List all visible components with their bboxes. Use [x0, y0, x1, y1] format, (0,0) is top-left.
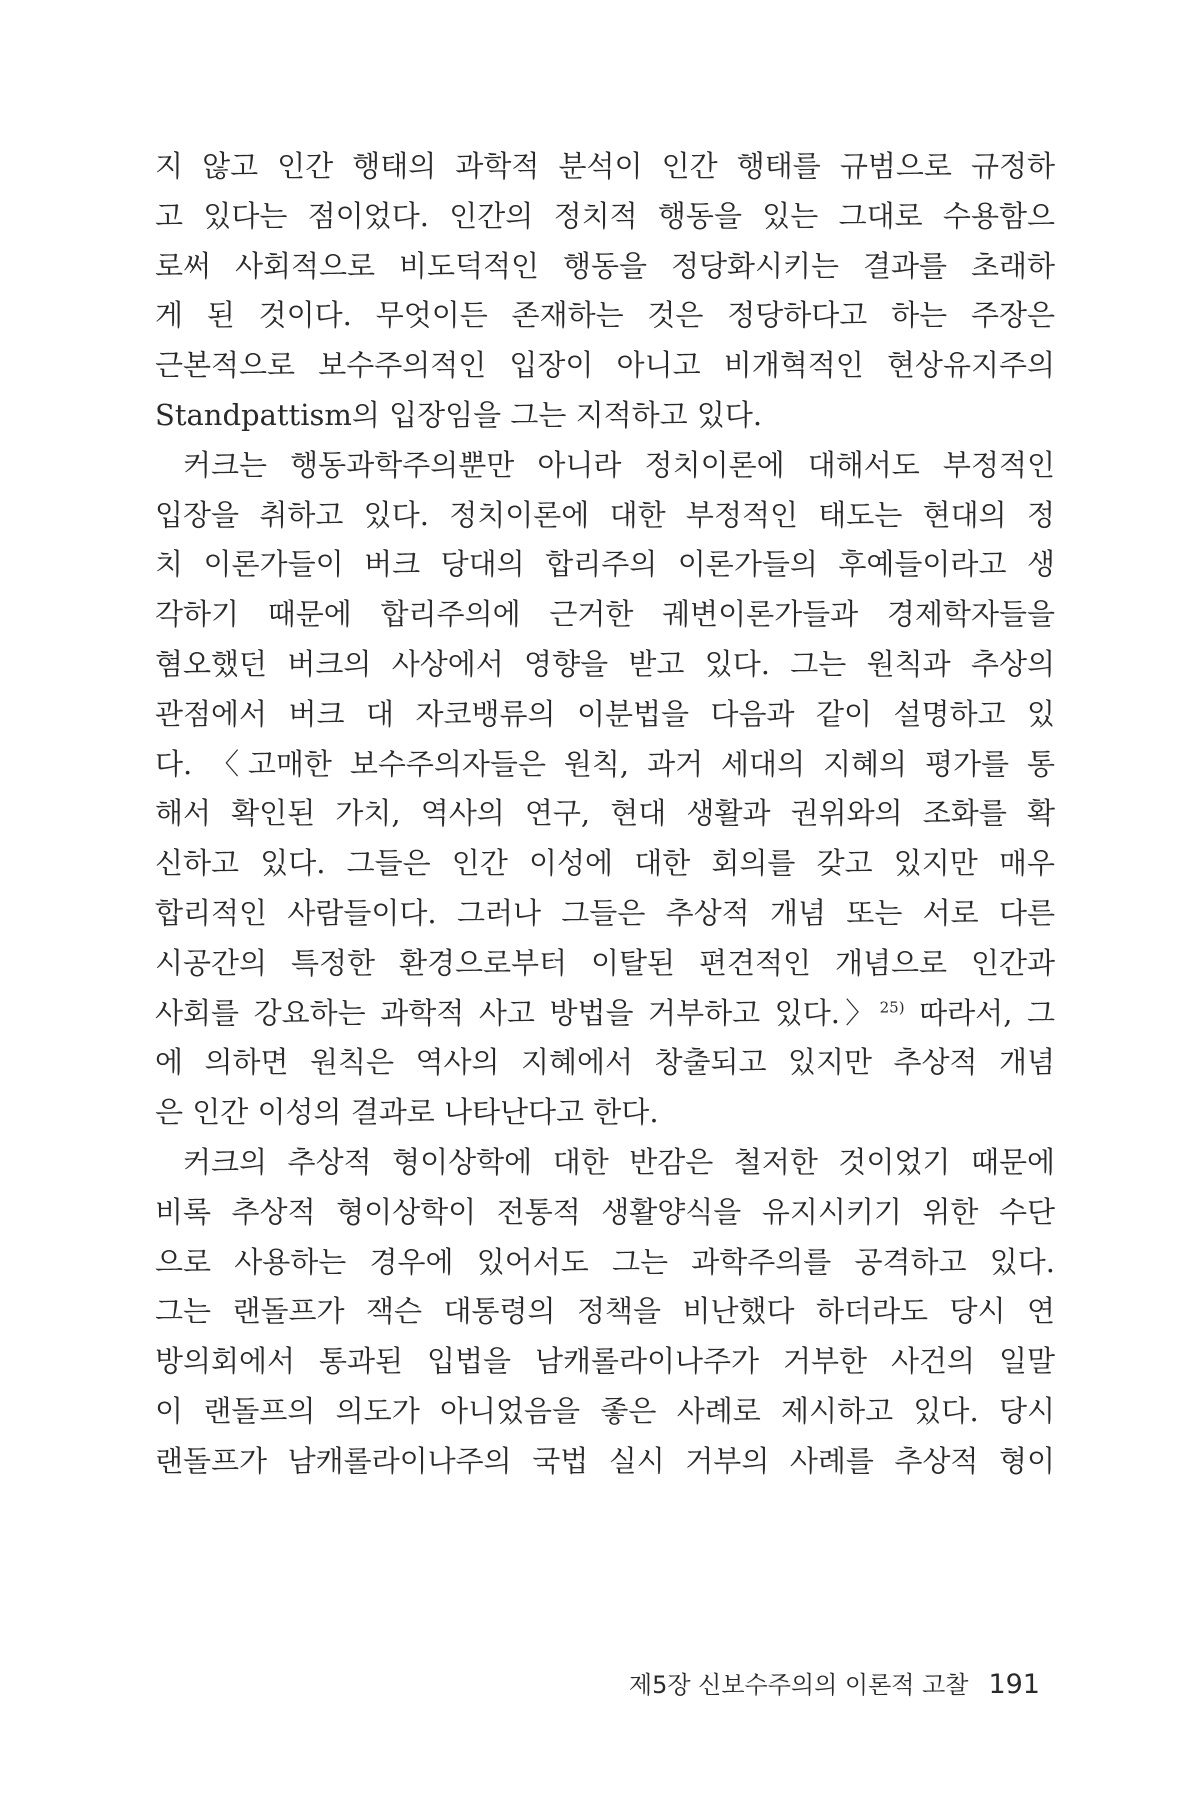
body-text: [155, 142, 1055, 1487]
running-footer-chapter-title: 제5장 신보수주의의 이론적 고찰: [628, 1671, 969, 1699]
text-line: 은 인간 이성의 결과로 나타난다고 한다.: [155, 1095, 659, 1130]
text-line: 랜돌프가 남캐롤라이나주의 국법 실시 거부의 사례를 추상적 형이: [155, 1443, 1055, 1478]
text-line: 관점에서 버크 대 자코뱅류의 이분법을 다음과 같이 설명하고 있: [155, 696, 1055, 731]
text-line: 근본적으로 보수주의적인 입장이 아니고 비개혁적인 현상유지주의: [155, 348, 1056, 383]
text-line: 방의회에서 통과된 입법을 남캐롤라이나주가 거부한 사건의 일말: [155, 1344, 1055, 1379]
text-line: 해서 확인된 가치, 역사의 연구, 현대 생활과 권위와의 조화를 확: [155, 796, 1055, 831]
text-line: 시공간의 특정한 환경으로부터 이탈된 편견적인 개념으로 인간과: [155, 945, 1055, 980]
text-line: 입장을 취하고 있다. 정치이론에 대한 부정적인 태도는 현대의 정: [155, 497, 1055, 532]
text-line: 혐오했던 버크의 사상에서 영향을 받고 있다. 그는 원칙과 추상의: [155, 646, 1055, 681]
text-line: 이 랜돌프의 의도가 아니었음을 좋은 사례로 제시하고 있다. 당시: [155, 1393, 1055, 1428]
text-line: 지 않고 인간 행태의 과학적 분석이 인간 행태를 규범으로 규정하: [155, 149, 1055, 183]
page-footer: [629, 1665, 1040, 1700]
footnote-reference: 25): [879, 997, 905, 1016]
text-line: 그는 랜돌프가 잭슨 대통령의 정책을 비난했다 하더라도 당시 연: [155, 1294, 1055, 1329]
text-line: 게 된 것이다. 무엇이든 존재하는 것은 정당하다고 하는 주장은: [155, 298, 1055, 333]
text-line: 로써 사회적으로 비도덕적인 행동을 정당화시키는 결과를 초래하: [155, 248, 1055, 283]
text-line-with-footnote: [155, 989, 1055, 1039]
quote-end-text: 사회를 강요하는 과학적 사고 방법을 거부하고 있다.〉: [155, 995, 880, 1030]
paragraph-start-line: 커크는 행동과학주의뿐만 아니라 정치이론에 대해서도 부정적인: [183, 447, 1055, 482]
text-line: 으로 사용하는 경우에 있어서도 그는 과학주의를 공격하고 있다.: [155, 1244, 1055, 1279]
text-line: 합리적인 사람들이다. 그러나 그들은 추상적 개념 또는 서로 다른: [155, 895, 1055, 930]
page-number: 191: [988, 1669, 1040, 1700]
text-line: 다. 〈고매한 보수주의자들은 원칙, 과거 세대의 지혜의 평가를 통: [155, 746, 1055, 781]
text-line: 치 이론가들이 버크 당대의 합리주의 이론가들의 후예들이라고 생: [155, 547, 1055, 582]
text-line: 고 있다는 점이었다. 인간의 정치적 행동을 있는 그대로 수용함으: [155, 198, 1055, 233]
text-line: 에 의하면 원칙은 역사의 지혜에서 창출되고 있지만 추상적 개념: [155, 1045, 1055, 1080]
text-line: 각하기 때문에 합리주의에 근거한 궤변이론가들과 경제학자들을: [155, 597, 1055, 632]
text-line: 신하고 있다. 그들은 인간 이성에 대한 회의를 갖고 있지만 매우: [155, 846, 1055, 881]
line-continuation-text: 따라서, 그: [904, 995, 1055, 1030]
paragraph-start-line: 커크의 추상적 형이상학에 대한 반감은 철저한 것이었기 때문에: [183, 1144, 1055, 1179]
text-line: 비록 추상적 형이상학이 전통적 생활양식을 유지시키기 위한 수단: [155, 1194, 1055, 1229]
text-line: Standpattism의 입장임을 그는 지적하고 있다.: [155, 397, 763, 432]
